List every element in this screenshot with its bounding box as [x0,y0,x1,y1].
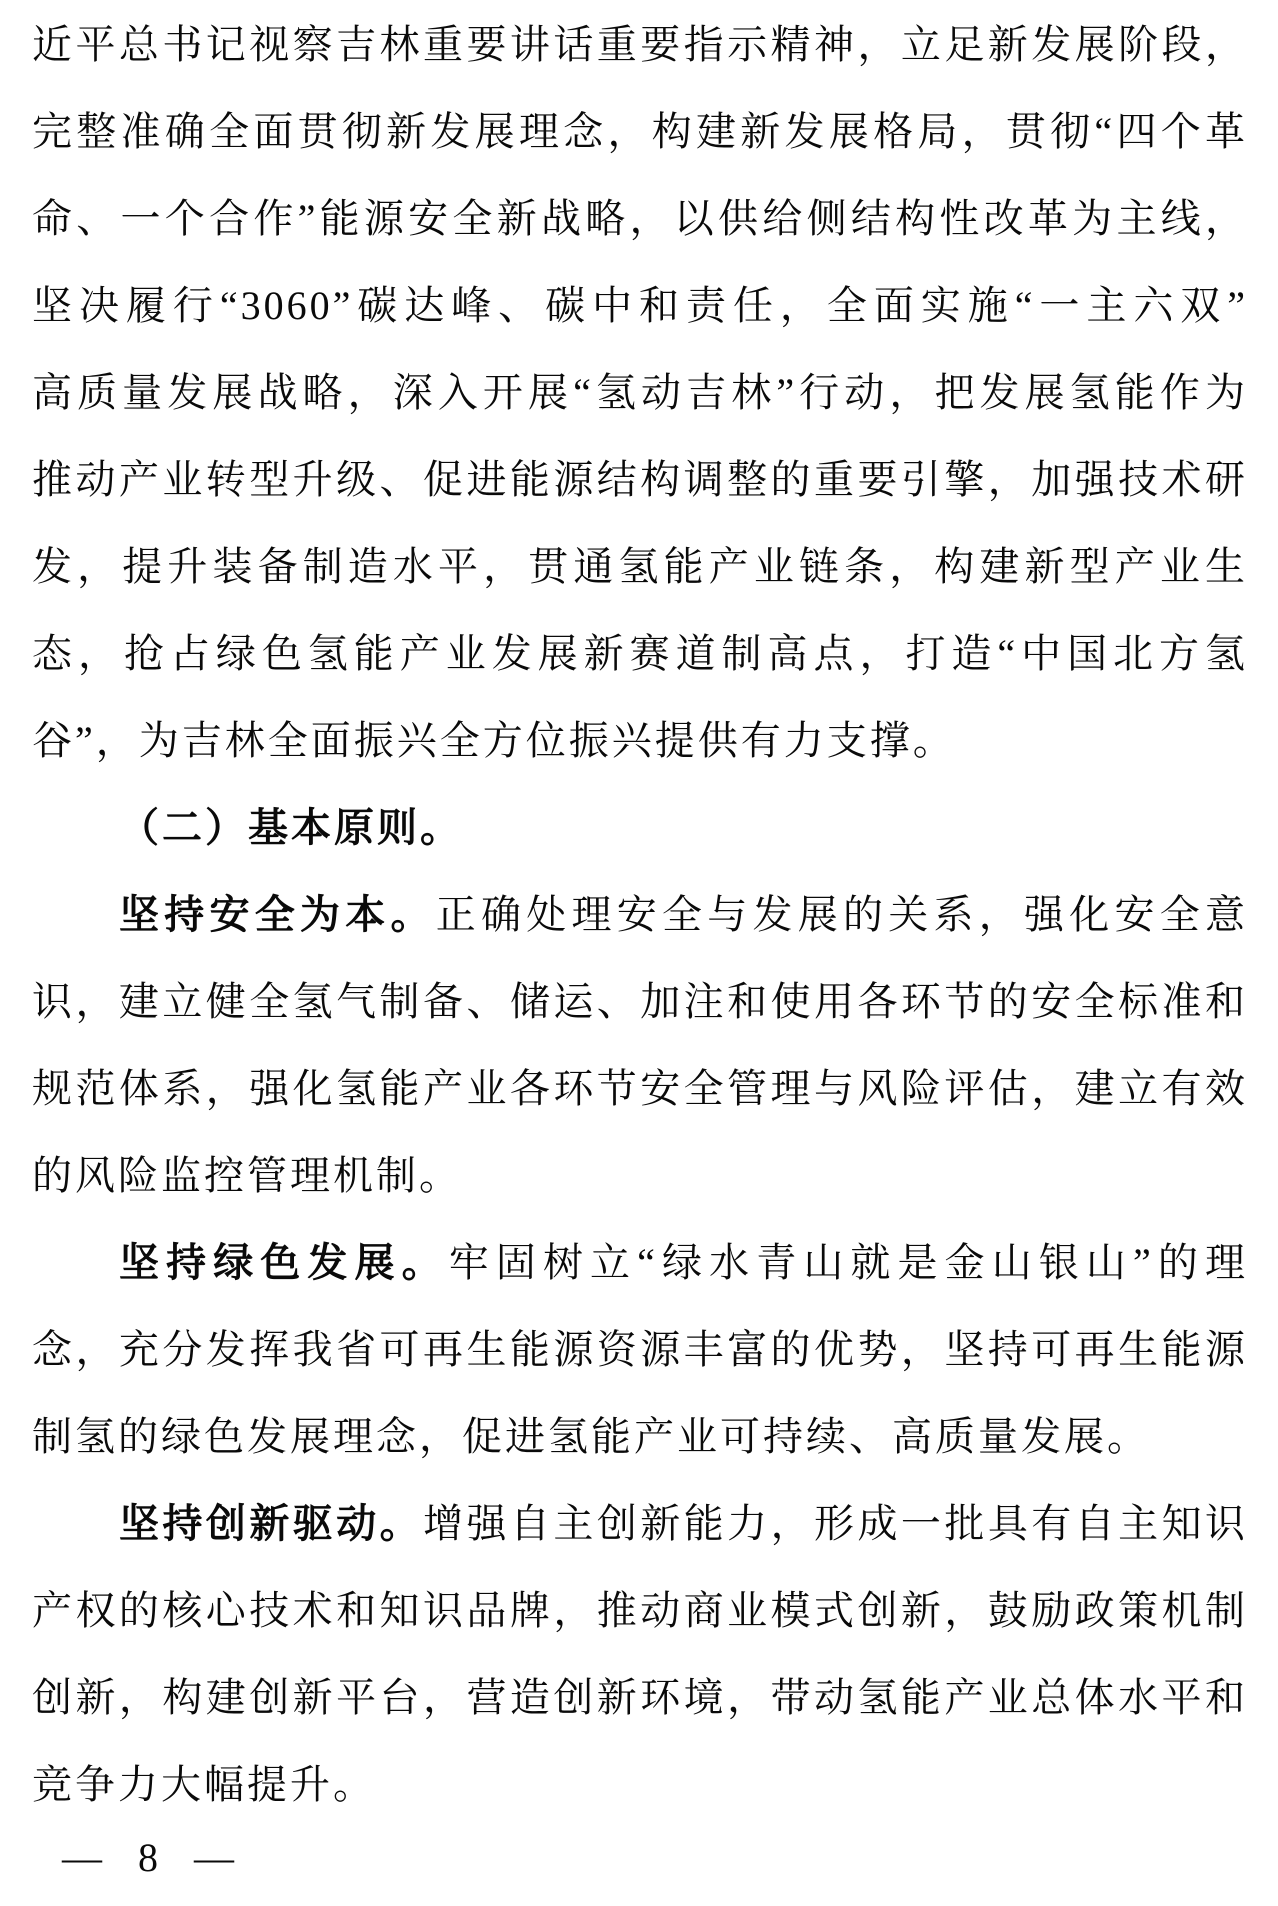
body-text: 念，充分发挥我省可再生能源资源丰富的优势，坚持可再生能源 [32,1327,1248,1372]
text-line [32,262,1248,349]
body-text: 近平总书记视察吉林重要讲话重要指示精神，立足新发展阶段， [32,22,1248,67]
text-line [32,1306,1248,1393]
text-line [32,1393,1248,1480]
body-text: 增强自主创新能力，形成一批具有自主知识 [423,1501,1249,1546]
text-line [32,1132,1248,1219]
text-line [32,1567,1248,1654]
body-text: 发，提升装备制造水平，贯通氢能产业链条，构建新型产业生 [32,544,1248,589]
text-line [32,349,1248,436]
text-line [32,1480,1248,1567]
text-line [32,88,1248,175]
text-line [32,1045,1248,1132]
text-line [32,436,1248,523]
text-line [32,1741,1248,1828]
lead-in-emphasis-text: 坚持安全为本。 [119,892,436,937]
text-line [32,1654,1248,1741]
lead-in-emphasis-text: （二）基本原则。 [119,805,463,850]
body-text: 正确处理安全与发展的关系，强化安全意 [435,892,1248,937]
body-text: 完整准确全面贯彻新发展理念，构建新发展格局，贯彻“四个革 [32,109,1248,154]
text-line [32,1219,1248,1306]
body-text: 推动产业转型升级、促进能源结构调整的重要引擎，加强技术研 [32,457,1248,502]
text-line [32,523,1248,610]
lead-in-emphasis-text: 坚持创新驱动。 [119,1501,424,1546]
text-line [32,610,1248,697]
body-text: 规范体系，强化氢能产业各环节安全管理与风险评估，建立有效 [32,1066,1248,1111]
text-line [32,697,1248,784]
lead-in-emphasis-text: 坚持绿色发展。 [119,1240,449,1285]
body-text: 创新，构建创新平台，营造创新环境，带动氢能产业总体水平和 [32,1675,1248,1720]
body-text: 竞争力大幅提升。 [32,1762,376,1807]
body-text: 牢固树立“绿水青山就是金山银山”的理 [448,1240,1249,1285]
text-line [32,871,1248,958]
body-text: 产权的核心技术和知识品牌，推动商业模式创新，鼓励政策机制 [32,1588,1248,1633]
body-text: 的风险监控管理机制。 [32,1153,462,1198]
text-line [32,784,1248,871]
text-line [32,175,1248,262]
text-block [32,1,1248,1828]
text-line [32,958,1248,1045]
page-number: — 8 — [62,1835,239,1880]
body-text: 识，建立健全氢气制备、储运、加注和使用各环节的安全标准和 [32,979,1248,1024]
text-line [32,1,1248,88]
body-text: 制氢的绿色发展理念，促进氢能产业可持续、高质量发展。 [32,1414,1150,1459]
body-text: 命、一个合作”能源安全新战略，以供给侧结构性改革为主线， [32,196,1248,241]
body-text: 坚决履行“3060”碳达峰、碳中和责任，全面实施“一主六双” [32,283,1248,328]
body-text: 高质量发展战略，深入开展“氢动吉林”行动，把发展氢能作为 [32,370,1248,415]
body-text: 态，抢占绿色氢能产业发展新赛道制高点，打造“中国北方氢 [32,631,1248,676]
body-text: 谷”，为吉林全面振兴全方位振兴提供有力支撑。 [32,718,956,763]
